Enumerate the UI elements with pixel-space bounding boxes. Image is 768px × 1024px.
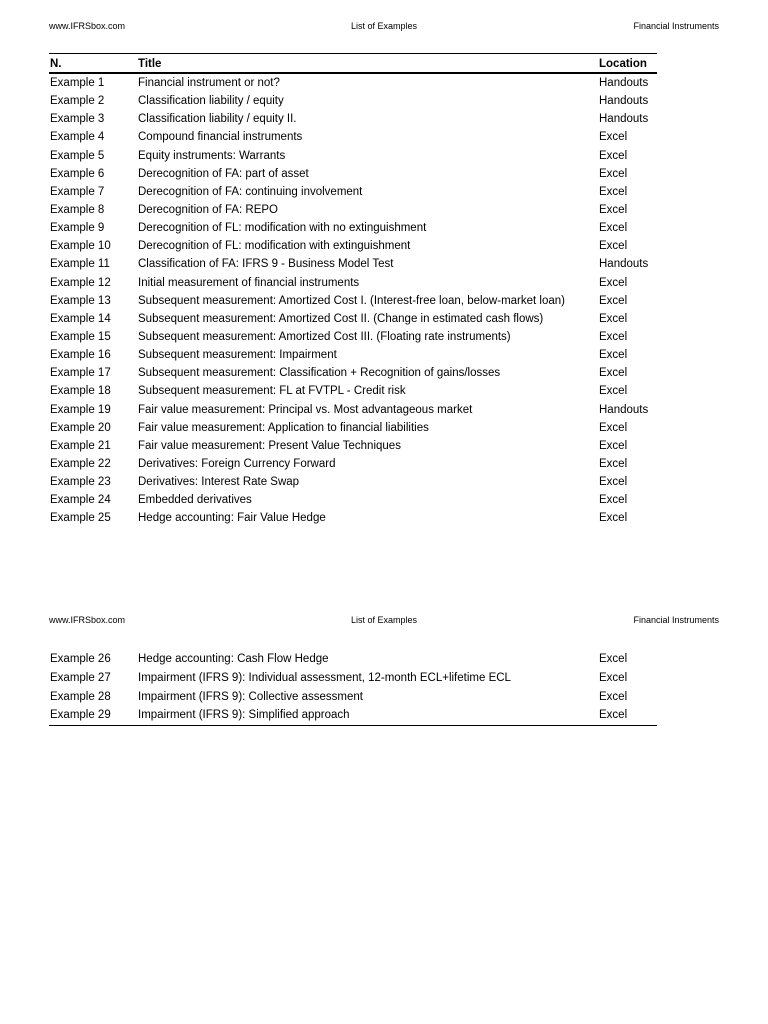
- example-location: Excel: [599, 690, 628, 703]
- example-number: Example 11: [50, 258, 110, 271]
- example-number: Example 25: [50, 512, 111, 525]
- example-number: Example 24: [50, 494, 111, 507]
- page-header: [49, 21, 719, 35]
- example-number: Example 22: [50, 457, 111, 470]
- table-row: [49, 328, 657, 346]
- table-row: [49, 491, 657, 509]
- example-number: Example 6: [50, 167, 105, 180]
- example-location: Excel: [599, 709, 628, 722]
- example-number: Example 26: [50, 653, 111, 665]
- example-number: Example 19: [50, 403, 111, 416]
- example-title: Fair value measurement: Present Value Techniques: [138, 439, 401, 452]
- table-row: [49, 255, 657, 273]
- example-number: Example 27: [50, 671, 111, 684]
- example-location: Excel: [599, 653, 628, 665]
- examples-table-continued: [49, 650, 657, 726]
- example-title: Classification liability / equity II.: [138, 113, 297, 126]
- example-location: Excel: [599, 240, 628, 253]
- table-row: [49, 110, 657, 128]
- example-location: Excel: [599, 385, 628, 398]
- example-number: Example 4: [50, 131, 105, 144]
- table-row: [49, 401, 657, 419]
- table-row: [49, 147, 657, 165]
- example-location: Excel: [599, 512, 628, 525]
- header-website: www.IFRSbox.com: [49, 615, 126, 625]
- table-row: [49, 473, 657, 491]
- table-row: [49, 92, 657, 110]
- example-number: Example 3: [50, 113, 105, 126]
- example-location: Excel: [599, 457, 628, 470]
- example-title: Derivatives: Interest Rate Swap: [138, 476, 300, 489]
- example-location: Excel: [599, 276, 628, 289]
- example-title: Classification liability / equity: [138, 95, 284, 108]
- table-row: [49, 364, 657, 382]
- table-row: [49, 128, 657, 146]
- column-header-location: Location: [599, 58, 647, 70]
- example-location: Excel: [599, 149, 628, 162]
- example-location: Excel: [599, 439, 628, 452]
- example-title: Derecognition of FL: modification with extinguishment: [138, 240, 411, 253]
- column-header-number: N.: [50, 58, 62, 70]
- example-title: Impairment (IFRS 9): Collective assessment: [138, 690, 363, 703]
- header-subject: Financial Instruments: [633, 21, 719, 31]
- table-row: [49, 292, 657, 310]
- table-row: [49, 650, 657, 669]
- table-body: [49, 650, 657, 725]
- table-row: [49, 165, 657, 183]
- example-number: Example 8: [50, 203, 105, 216]
- example-title: Hedge accounting: Cash Flow Hedge: [138, 653, 329, 665]
- table-row: [49, 310, 657, 328]
- header-doc-title: List of Examples: [350, 615, 418, 625]
- example-title: Embedded derivatives: [138, 494, 252, 507]
- example-title: Impairment (IFRS 9): Individual assessment, 12-month ECL+lifetime ECL: [138, 671, 511, 684]
- example-location: Excel: [599, 294, 628, 307]
- example-location: Excel: [599, 131, 628, 144]
- example-location: Excel: [599, 421, 628, 434]
- table-row: [49, 437, 657, 455]
- table-row: [49, 688, 657, 707]
- example-location: Excel: [599, 222, 628, 235]
- example-number: Example 29: [50, 709, 111, 722]
- examples-table: [49, 53, 657, 528]
- example-title: Initial measurement of financial instruments: [138, 276, 360, 289]
- example-location: Excel: [599, 167, 628, 180]
- example-number: Example 7: [50, 185, 105, 198]
- example-title: Compound financial instruments: [138, 131, 303, 144]
- example-number: Example 28: [50, 690, 111, 703]
- page-header: [49, 615, 719, 629]
- example-title: Classification of FA: IFRS 9 - Business Model Test: [138, 258, 394, 271]
- example-location: Excel: [599, 476, 628, 489]
- example-number: Example 2: [50, 95, 105, 108]
- example-number: Example 13: [50, 294, 111, 307]
- table-header-row: [49, 54, 657, 74]
- example-number: Example 17: [50, 367, 111, 380]
- example-title: Subsequent measurement: Classification + Recognition of gains/losses: [138, 367, 501, 380]
- example-number: Example 12: [50, 276, 111, 289]
- header-website: www.IFRSbox.com: [49, 21, 126, 31]
- example-location: Handouts: [599, 403, 649, 416]
- example-title: Hedge accounting: Fair Value Hedge: [138, 512, 326, 525]
- table-row: [49, 219, 657, 237]
- example-location: Excel: [599, 367, 628, 380]
- example-title: Subsequent measurement: Amortized Cost III. (Floating rate instruments): [138, 330, 511, 343]
- table-body: [49, 74, 657, 528]
- example-title: Derecognition of FA: continuing involvement: [138, 185, 363, 198]
- table-row: [49, 274, 657, 292]
- example-title: Subsequent measurement: Impairment: [138, 349, 337, 362]
- example-location: Handouts: [599, 77, 649, 89]
- example-title: Derecognition of FA: REPO: [138, 203, 278, 216]
- example-title: Subsequent measurement: Amortized Cost I. (Interest-free loan, below-market loan): [138, 294, 565, 307]
- example-title: Fair value measurement: Principal vs. Most advantageous market: [138, 403, 473, 416]
- example-location: Excel: [599, 312, 628, 325]
- example-location: Handouts: [599, 113, 649, 126]
- table-row: [49, 74, 657, 92]
- example-number: Example 1: [50, 77, 105, 89]
- table-row: [49, 706, 657, 725]
- example-number: Example 9: [50, 222, 105, 235]
- example-title: Impairment (IFRS 9): Simplified approach: [138, 709, 350, 722]
- example-title: Derecognition of FA: part of asset: [138, 167, 309, 180]
- header-subject: Financial Instruments: [633, 615, 719, 625]
- example-location: Excel: [599, 671, 628, 684]
- table-row: [49, 201, 657, 219]
- example-title: Fair value measurement: Application to financial liabilities: [138, 421, 429, 434]
- table-row: [49, 237, 657, 255]
- example-title: Equity instruments: Warrants: [138, 149, 286, 162]
- example-location: Excel: [599, 494, 628, 507]
- example-location: Excel: [599, 330, 628, 343]
- example-location: Excel: [599, 349, 628, 362]
- example-number: Example 5: [50, 149, 105, 162]
- table-row: [49, 382, 657, 400]
- example-number: Example 10: [50, 240, 111, 253]
- table-row: [49, 419, 657, 437]
- example-number: Example 20: [50, 421, 111, 434]
- example-location: Handouts: [599, 258, 649, 271]
- table-row: [49, 669, 657, 688]
- example-title: Subsequent measurement: Amortized Cost II. (Change in estimated cash flows): [138, 312, 544, 325]
- example-number: Example 14: [50, 312, 111, 325]
- example-number: Example 18: [50, 385, 111, 398]
- example-number: Example 16: [50, 349, 111, 362]
- example-location: Handouts: [599, 95, 649, 108]
- header-doc-title: List of Examples: [350, 21, 418, 31]
- table-row: [49, 509, 657, 527]
- column-header-title: Title: [138, 58, 162, 70]
- example-location: Excel: [599, 203, 628, 216]
- example-location: Excel: [599, 185, 628, 198]
- table-row: [49, 183, 657, 201]
- example-number: Example 23: [50, 476, 111, 489]
- example-title: Financial instrument or not?: [138, 77, 280, 89]
- table-row: [49, 455, 657, 473]
- example-number: Example 21: [50, 439, 111, 452]
- example-number: Example 15: [50, 330, 111, 343]
- table-row: [49, 346, 657, 364]
- example-title: Derecognition of FL: modification with no extinguishment: [138, 222, 427, 235]
- example-title: Derivatives: Foreign Currency Forward: [138, 457, 336, 470]
- example-title: Subsequent measurement: FL at FVTPL - Credit risk: [138, 385, 406, 398]
